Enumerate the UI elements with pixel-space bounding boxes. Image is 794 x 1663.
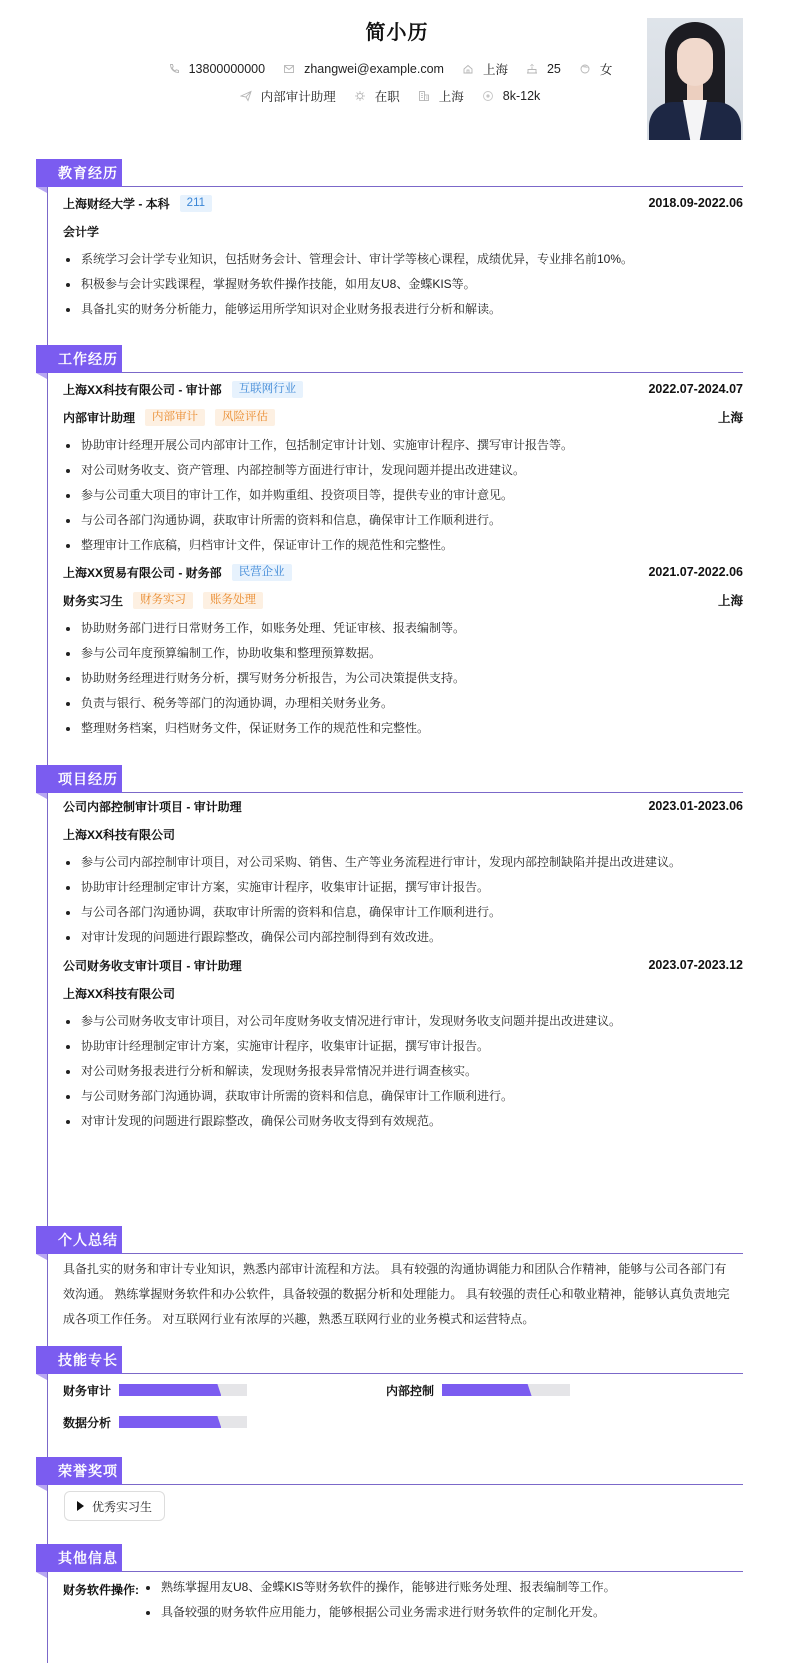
email-value: zhangwei@example.com bbox=[304, 62, 444, 76]
resume-header bbox=[0, 0, 794, 160]
job-bullets bbox=[63, 433, 743, 558]
salary-icon bbox=[482, 90, 494, 102]
job-role-row bbox=[63, 407, 743, 427]
list-item: 对审计发现的问题进行跟踪整改，确保公司内部控制得到有效改进。 bbox=[63, 925, 743, 950]
education-date: 2018.09-2022.06 bbox=[648, 196, 743, 210]
list-item: 系统学习会计学专业知识，包括财务会计、管理会计、审计学等核心课程，成绩优异，专业排名前10%。 bbox=[63, 247, 743, 272]
project-company: 上海XX科技有限公司 bbox=[63, 827, 176, 842]
tab-fold-decoration bbox=[36, 1374, 47, 1380]
project-bullets bbox=[63, 850, 743, 950]
list-item: 熟练掌握用友U8、金蝶KIS等财务软件的操作，能够进行账务处理、报表编制等工作。 bbox=[143, 1575, 743, 1600]
section-awards bbox=[36, 1457, 743, 1514]
job-role: 内部审计助理 bbox=[63, 410, 136, 425]
home-icon bbox=[462, 63, 474, 75]
section-work bbox=[36, 345, 743, 735]
job-location: 上海 bbox=[717, 594, 743, 608]
section-header bbox=[36, 159, 743, 187]
section-header bbox=[36, 1457, 743, 1485]
skill-bar-fill bbox=[119, 1416, 221, 1428]
list-item: 协助审计经理制定审计方案，实施审计程序，收集审计证据，撰写审计报告。 bbox=[63, 1034, 743, 1059]
contact-age bbox=[526, 62, 561, 76]
list-item: 整理财务档案，归档财务文件，保证财务工作的规范性和完整性。 bbox=[63, 716, 743, 741]
job-header bbox=[63, 379, 743, 399]
list-item: 积极参与会计实践课程，掌握财务软件操作技能，如用友U8、金蝶KIS等。 bbox=[63, 272, 743, 297]
skill-item bbox=[386, 1382, 570, 1398]
tab-fold-decoration bbox=[36, 1254, 47, 1260]
tab-fold-decoration bbox=[36, 793, 47, 799]
skill-tag: 账务处理 bbox=[203, 592, 263, 609]
intent-city bbox=[418, 87, 464, 105]
job-intent-row bbox=[30, 87, 750, 105]
age-icon bbox=[526, 63, 538, 75]
play-triangle-icon bbox=[77, 1501, 84, 1511]
status-icon bbox=[354, 90, 366, 102]
list-item: 参与公司财务收支审计项目，对公司年度财务收支情况进行审计，发现财务收支问题并提出改进建议。 bbox=[63, 1009, 743, 1034]
project-date: 2023.07-2023.12 bbox=[648, 958, 743, 972]
list-item: 负责与银行、税务等部门的沟通协调，办理相关财务业务。 bbox=[63, 691, 743, 716]
section-title: 项目经历 bbox=[36, 765, 122, 793]
contact-gender bbox=[579, 60, 613, 78]
salary-value: 8k-12k bbox=[502, 89, 541, 103]
job-date: 2022.07-2024.07 bbox=[648, 382, 743, 396]
section-divider bbox=[36, 792, 743, 793]
award-name: 优秀实习生 bbox=[92, 1499, 153, 1514]
skill-bar bbox=[119, 1416, 247, 1428]
school-tag: 211 bbox=[180, 195, 212, 212]
award-chip[interactable] bbox=[64, 1491, 165, 1521]
section-title: 工作经历 bbox=[36, 345, 122, 373]
timeline-line bbox=[47, 186, 48, 1663]
age-value: 25 bbox=[546, 62, 561, 76]
tab-fold-decoration bbox=[36, 187, 47, 193]
school-name: 上海财经大学 - 本科 bbox=[63, 196, 170, 211]
summary-text bbox=[63, 1257, 737, 1332]
major: 会计学 bbox=[63, 224, 100, 239]
tab-fold-decoration bbox=[36, 373, 47, 379]
list-item: 参与公司重大项目的审计工作，如并购重组、投资项目等，提供专业的审计意见。 bbox=[63, 483, 743, 508]
profile-photo bbox=[647, 18, 743, 140]
project-company-row bbox=[63, 983, 743, 1003]
list-item: 协助审计经理制定审计方案，实施审计程序，收集审计证据，撰写审计报告。 bbox=[63, 875, 743, 900]
tab-fold-decoration bbox=[36, 1485, 47, 1491]
building-icon bbox=[418, 90, 430, 102]
project-date: 2023.01-2023.06 bbox=[648, 799, 743, 813]
skill-tag: 内部审计 bbox=[145, 409, 205, 426]
contact-phone bbox=[168, 62, 265, 76]
list-item: 参与公司内部控制审计项目，对公司采购、销售、生产等业务流程进行审计，发现内部控制缺陷并提出改进建议。 bbox=[63, 850, 743, 875]
skill-name: 数据分析 bbox=[63, 1415, 112, 1430]
section-header bbox=[36, 1544, 743, 1572]
industry-tag: 民营企业 bbox=[232, 564, 292, 581]
mail-icon bbox=[283, 63, 295, 75]
section-header bbox=[36, 345, 743, 373]
section-header bbox=[36, 765, 743, 793]
job-location: 上海 bbox=[717, 411, 743, 425]
list-item: 与公司财务部门沟通协调，获取审计所需的资料和信息，确保审计工作顺利进行。 bbox=[63, 1084, 743, 1109]
section-divider bbox=[36, 372, 743, 373]
list-item: 整理审计工作底稿，归档审计文件，保证审计工作的规范性和完整性。 bbox=[63, 533, 743, 558]
project-bullets bbox=[63, 1009, 743, 1134]
section-title: 个人总结 bbox=[36, 1226, 122, 1254]
list-item: 协助财务经理进行财务分析，撰写财务分析报告，为公司决策提供支持。 bbox=[63, 666, 743, 691]
status-value: 在职 bbox=[374, 90, 400, 104]
list-item: 与公司各部门沟通协调，获取审计所需的资料和信息，确保审计工作顺利进行。 bbox=[63, 508, 743, 533]
list-item: 对审计发现的问题进行跟踪整改，确保公司财务收支得到有效规范。 bbox=[63, 1109, 743, 1134]
section-divider bbox=[36, 1571, 743, 1572]
intent-status bbox=[354, 87, 400, 105]
contact-email bbox=[283, 62, 444, 76]
project-company: 上海XX科技有限公司 bbox=[63, 986, 176, 1001]
job-bullets bbox=[63, 616, 743, 741]
intent-position bbox=[240, 87, 336, 105]
phone-value: 13800000000 bbox=[188, 62, 266, 76]
job-date: 2021.07-2022.06 bbox=[648, 565, 743, 579]
list-item: 协助审计经理开展公司内部审计工作，包括制定审计计划、实施审计程序、撰写审计报告等。 bbox=[63, 433, 743, 458]
project-header bbox=[63, 796, 743, 816]
gender-value: 女 bbox=[599, 63, 613, 77]
send-icon bbox=[240, 90, 252, 102]
section-title: 教育经历 bbox=[36, 159, 122, 187]
skill-bar bbox=[119, 1384, 247, 1396]
project-name: 公司内部控制审计项目 - 审计助理 bbox=[63, 799, 242, 814]
list-item: 对公司财务报表进行分析和解读，发现财务报表异常情况并进行调查核实。 bbox=[63, 1059, 743, 1084]
contact-row bbox=[30, 60, 750, 78]
contact-city bbox=[462, 60, 508, 78]
skill-tag: 风险评估 bbox=[215, 409, 275, 426]
other-bullets bbox=[143, 1575, 743, 1625]
skill-bar bbox=[442, 1384, 570, 1396]
list-item: 参与公司年度预算编制工作，协助收集和整理预算数据。 bbox=[63, 641, 743, 666]
summary-line: 具备扎实的财务和审计专业知识，熟悉内部审计流程和方法。 具有较强的沟通协调能力和团队合作精神，能够与公司各部门有 bbox=[63, 1262, 727, 1276]
industry-tag: 互联网行业 bbox=[232, 381, 304, 398]
list-item: 对公司财务收支、资产管理、内部控制等方面进行审计，发现问题并提出改进建议。 bbox=[63, 458, 743, 483]
list-item: 具备扎实的财务分析能力，能够运用所学知识对企业财务报表进行分析和解读。 bbox=[63, 297, 743, 322]
section-summary bbox=[36, 1226, 743, 1326]
skill-item bbox=[63, 1414, 247, 1430]
intent-salary bbox=[482, 89, 541, 103]
list-item: 具备较强的财务软件应用能力，能够根据公司业务需求进行财务软件的定制化开发。 bbox=[143, 1600, 743, 1625]
company-name: 上海XX科技有限公司 - 审计部 bbox=[63, 382, 222, 397]
skill-bar-fill bbox=[442, 1384, 532, 1396]
summary-line: 成各项工作任务。 对互联网行业有浓厚的兴趣，熟悉互联网行业的业务模式和运营特点。 bbox=[63, 1312, 535, 1326]
section-divider bbox=[36, 1373, 743, 1374]
major-row bbox=[63, 221, 743, 241]
city-value: 上海 bbox=[482, 63, 508, 77]
skill-bar-fill bbox=[119, 1384, 221, 1396]
section-header bbox=[36, 1226, 743, 1254]
section-title: 荣誉奖项 bbox=[36, 1457, 122, 1485]
company-name: 上海XX贸易有限公司 - 财务部 bbox=[63, 565, 222, 580]
phone-icon bbox=[168, 63, 180, 75]
section-projects bbox=[36, 765, 743, 1128]
tab-fold-decoration bbox=[36, 1572, 47, 1578]
section-title: 其他信息 bbox=[36, 1544, 122, 1572]
education-row bbox=[63, 193, 743, 213]
section-education bbox=[36, 159, 743, 316]
summary-line: 效沟通。 熟练掌握财务软件和办公软件，具备较强的数据分析和处理能力。 具有较强的责任心和敬业精神，能够认真负责地完 bbox=[63, 1287, 730, 1301]
project-company-row bbox=[63, 824, 743, 844]
section-divider bbox=[36, 186, 743, 187]
section-divider bbox=[36, 1484, 743, 1485]
section-other bbox=[36, 1544, 743, 1619]
job-role: 财务实习生 bbox=[63, 593, 124, 608]
intent-city-value: 上海 bbox=[438, 90, 464, 104]
skill-name: 内部控制 bbox=[386, 1383, 435, 1398]
list-item: 协助财务部门进行日常财务工作，如账务处理、凭证审核、报表编制等。 bbox=[63, 616, 743, 641]
project-name: 公司财务收支审计项目 - 审计助理 bbox=[63, 958, 242, 973]
section-header bbox=[36, 1346, 743, 1374]
skill-item bbox=[63, 1382, 247, 1398]
education-bullets bbox=[63, 247, 743, 322]
other-label: 财务软件操作: bbox=[63, 1583, 139, 1597]
section-skills bbox=[36, 1346, 743, 1430]
section-divider bbox=[36, 1253, 743, 1254]
section-title: 技能专长 bbox=[36, 1346, 122, 1374]
project-header bbox=[63, 955, 743, 975]
job-role-row bbox=[63, 590, 743, 610]
candidate-name: 简小历 bbox=[365, 22, 429, 44]
list-item: 与公司各部门沟通协调，获取审计所需的资料和信息，确保审计工作顺利进行。 bbox=[63, 900, 743, 925]
position-value: 内部审计助理 bbox=[260, 90, 336, 104]
skill-tag: 财务实习 bbox=[133, 592, 193, 609]
job-header bbox=[63, 562, 743, 582]
gender-icon bbox=[579, 63, 591, 75]
skill-name: 财务审计 bbox=[63, 1383, 112, 1398]
